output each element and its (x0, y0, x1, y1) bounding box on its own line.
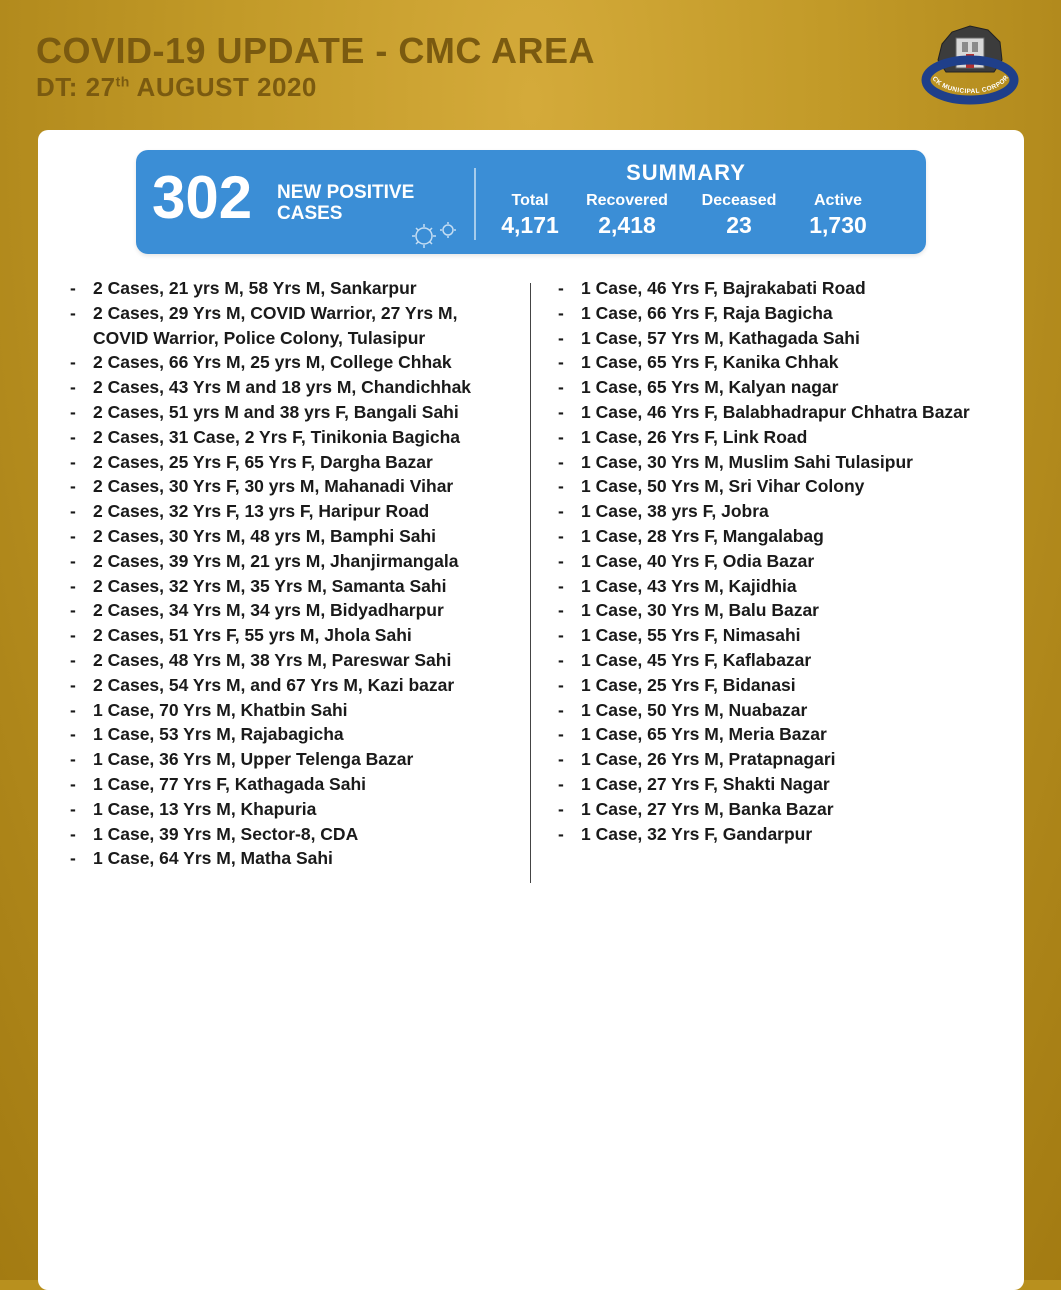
date-suffix: AUGUST 2020 (129, 72, 317, 102)
case-item: - 1 Case, 26 Yrs F, Link Road (558, 425, 1018, 450)
page-title: COVID-19 UPDATE - CMC AREA (36, 30, 596, 71)
case-item: - 1 Case, 13 Yrs M, Khapuria (70, 797, 510, 822)
virus-icon (406, 216, 462, 252)
stat-value: 4,171 (501, 212, 559, 238)
stat-recovered (577, 192, 677, 239)
case-item: - 1 Case, 64 Yrs M, Matha Sahi (70, 846, 510, 871)
content-card (38, 130, 1024, 1290)
stat-deceased (689, 192, 789, 239)
case-item: - 1 Case, 70 Yrs M, Khatbin Sahi (70, 698, 510, 723)
case-item: - 2 Cases, 48 Yrs M, 38 Yrs M, Pareswar Sahi (70, 648, 510, 673)
case-item: - 1 Case, 27 Yrs M, Banka Bazar (558, 797, 1018, 822)
case-item: - 1 Case, 65 Yrs F, Kanika Chhak (558, 350, 1018, 375)
case-item: - 2 Cases, 51 yrs M and 38 yrs F, Bangali Sahi (70, 400, 510, 425)
stat-label: Total (511, 192, 549, 209)
case-item: - 2 Cases, 34 Yrs M, 34 yrs M, Bidyadharpur (70, 598, 510, 623)
case-item: - 1 Case, 77 Yrs F, Kathagada Sahi (70, 772, 510, 797)
case-item: - 2 Cases, 51 Yrs F, 55 yrs M, Jhola Sahi (70, 623, 510, 648)
case-item: - 1 Case, 57 Yrs M, Kathagada Sahi (558, 326, 1018, 351)
case-item: - 2 Cases, 54 Yrs M, and 67 Yrs M, Kazi bazar (70, 673, 510, 698)
cases-list-left (70, 276, 510, 871)
case-item: - 1 Case, 28 Yrs F, Mangalabag (558, 524, 1018, 549)
column-divider (530, 283, 531, 883)
new-cases-label-line2: CASES (277, 202, 343, 224)
case-item: - 1 Case, 36 Yrs M, Upper Telenga Bazar (70, 747, 510, 772)
case-item: - 1 Case, 30 Yrs M, Muslim Sahi Tulasipur (558, 450, 1018, 475)
banner-divider (474, 168, 476, 240)
case-item: - 1 Case, 25 Yrs F, Bidanasi (558, 673, 1018, 698)
case-item: - 1 Case, 43 Yrs M, Kajidhia (558, 574, 1018, 599)
case-item: - 1 Case, 53 Yrs M, Rajabagicha (70, 722, 510, 747)
case-item: - 1 Case, 26 Yrs M, Pratapnagari (558, 747, 1018, 772)
case-item: - 2 Cases, 39 Yrs M, 21 yrs M, Jhanjirmangala (70, 549, 510, 574)
case-item: - 2 Cases, 29 Yrs M, COVID Warrior, 27 Yrs M, COVID Warrior, Police Colony, Tulasipur (70, 301, 510, 351)
case-item: - 2 Cases, 21 yrs M, 58 Yrs M, Sankarpur (70, 276, 510, 301)
date-superscript: th (115, 73, 130, 90)
summary-banner (136, 150, 926, 254)
case-item: - 2 Cases, 30 Yrs F, 30 yrs M, Mahanadi Vihar (70, 474, 510, 499)
svg-text:CUTTACK MUNICIPAL CORPORATION: CK MUNICIPAL CORPOR (930, 74, 1011, 96)
case-item: - 1 Case, 55 Yrs F, Nimasahi (558, 623, 1018, 648)
case-item: - 2 Cases, 66 Yrs M, 25 yrs M, College Chhak (70, 350, 510, 375)
case-item: - 2 Cases, 32 Yrs F, 13 yrs F, Haripur Road (70, 499, 510, 524)
date-prefix: DT: 27 (36, 72, 116, 102)
case-item: - 1 Case, 32 Yrs F, Gandarpur (558, 822, 1018, 847)
case-item: - 1 Case, 65 Yrs M, Meria Bazar (558, 722, 1018, 747)
stat-value: 2,418 (598, 212, 656, 238)
stat-value: 1,730 (809, 212, 867, 238)
case-item: - 2 Cases, 25 Yrs F, 65 Yrs F, Dargha Bazar (70, 450, 510, 475)
case-item: - 1 Case, 45 Yrs F, Kaflabazar (558, 648, 1018, 673)
stat-value: 23 (726, 212, 752, 238)
case-item: - 2 Cases, 31 Case, 2 Yrs F, Tinikonia Bagicha (70, 425, 510, 450)
case-item: - 2 Cases, 32 Yrs M, 35 Yrs M, Samanta Sahi (70, 574, 510, 599)
case-item: - 1 Case, 39 Yrs M, Sector-8, CDA (70, 822, 510, 847)
case-item: - 2 Cases, 43 Yrs M and 18 yrs M, Chandichhak (70, 375, 510, 400)
stat-active (788, 192, 888, 239)
case-item: - 1 Case, 30 Yrs M, Balu Bazar (558, 598, 1018, 623)
case-item: - 1 Case, 50 Yrs M, Sri Vihar Colony (558, 474, 1018, 499)
case-item: - 1 Case, 66 Yrs F, Raja Bagicha (558, 301, 1018, 326)
new-cases-count: 302 (152, 164, 253, 231)
stat-label: Active (813, 192, 863, 209)
case-item: - 1 Case, 27 Yrs F, Shakti Nagar (558, 772, 1018, 797)
case-item: - 1 Case, 65 Yrs M, Kalyan nagar (558, 375, 1018, 400)
case-item: - 1 Case, 40 Yrs F, Odia Bazar (558, 549, 1018, 574)
cases-list-right (558, 276, 1018, 846)
new-cases-label-line1: NEW POSITIVE (277, 182, 415, 203)
cmc-logo-icon (920, 20, 1020, 106)
page-date (36, 72, 317, 103)
case-item: - 1 Case, 46 Yrs F, Balabhadrapur Chhatra Bazar (558, 400, 1018, 425)
stat-label: Recovered (586, 192, 668, 209)
stat-total (480, 192, 580, 239)
case-item: - 2 Cases, 30 Yrs M, 48 yrs M, Bamphi Sahi (70, 524, 510, 549)
case-item: - 1 Case, 50 Yrs M, Nuabazar (558, 698, 1018, 723)
summary-title: SUMMARY (626, 160, 746, 185)
case-item: - 1 Case, 38 yrs F, Jobra (558, 499, 1018, 524)
case-item: - 1 Case, 46 Yrs F, Bajrakabati Road (558, 276, 1018, 301)
stat-label: Deceased (701, 192, 777, 209)
